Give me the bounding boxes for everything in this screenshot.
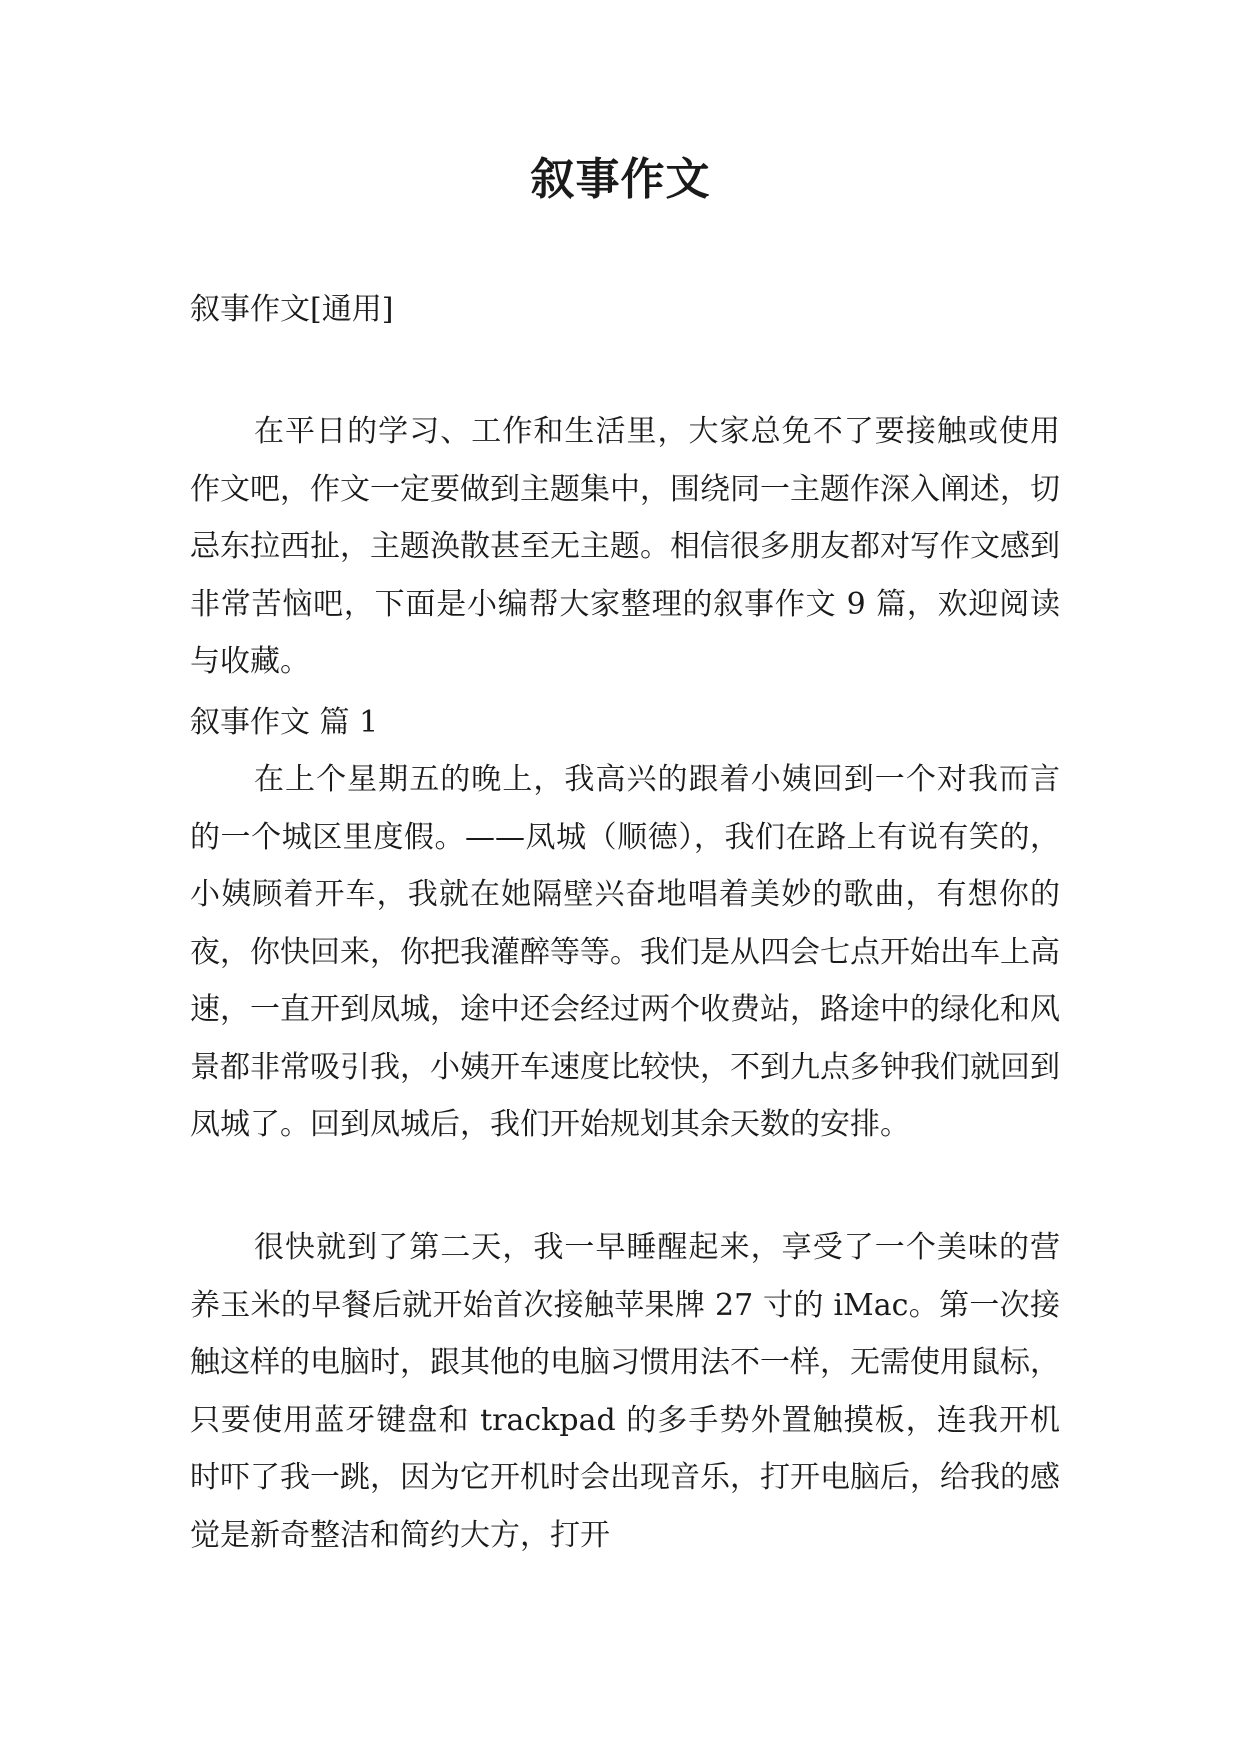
document-title: 叙事作文 bbox=[530, 154, 711, 205]
section-heading: 叙事作文 篇 1 bbox=[190, 705, 379, 740]
intro-paragraph: 在平日的学习、工作和生活里，大家总免不了要接触或使用作文吧，作文一定要做到主题集中，围绕同一主题作深入阐述，切忌东拉西扯，主题涣散甚至无主题。相信很多朋友都对写作文感到非常苦恼吧，下面是小编帮大家整理的叙事作文 9 篇，欢迎阅读与收藏。 bbox=[190, 414, 1060, 679]
document-subtitle: 叙事作文[通用] bbox=[190, 292, 394, 327]
body-paragraph: 很快就到了第二天，我一早睡醒起来，享受了一个美味的营养玉米的早餐后就开始首次接触苹果牌 27 寸的 iMac。第一次接触这样的电脑时，跟其他的电脑习惯用法不一样，无需使用鼠标，只要使用蓝牙键盘和 trackpad 的多手势外置触摸板，连我开机时吓了我一跳，因为它开机时会出现音乐，打开电脑后，给我的感觉是新奇整洁和简约大方，打开 bbox=[190, 1230, 1060, 1553]
body-paragraph: 在上个星期五的晚上，我高兴的跟着小姨回到一个对我而言的一个城区里度假。——凤城（顺德），我们在路上有说有笑的，小姨顾着开车，我就在她隔壁兴奋地唱着美妙的歌曲，有想你的夜，你快回来，你把我灌醉等等。我们是从四会七点开始出车上高速，一直开到凤城，途中还会经过两个收费站，路途中的绿化和风景都非常吸引我，小姨开车速度比较快，不到九点多钟我们就回到凤城了。回到凤城后，我们开始规划其余天数的安排。 bbox=[190, 762, 1060, 1142]
